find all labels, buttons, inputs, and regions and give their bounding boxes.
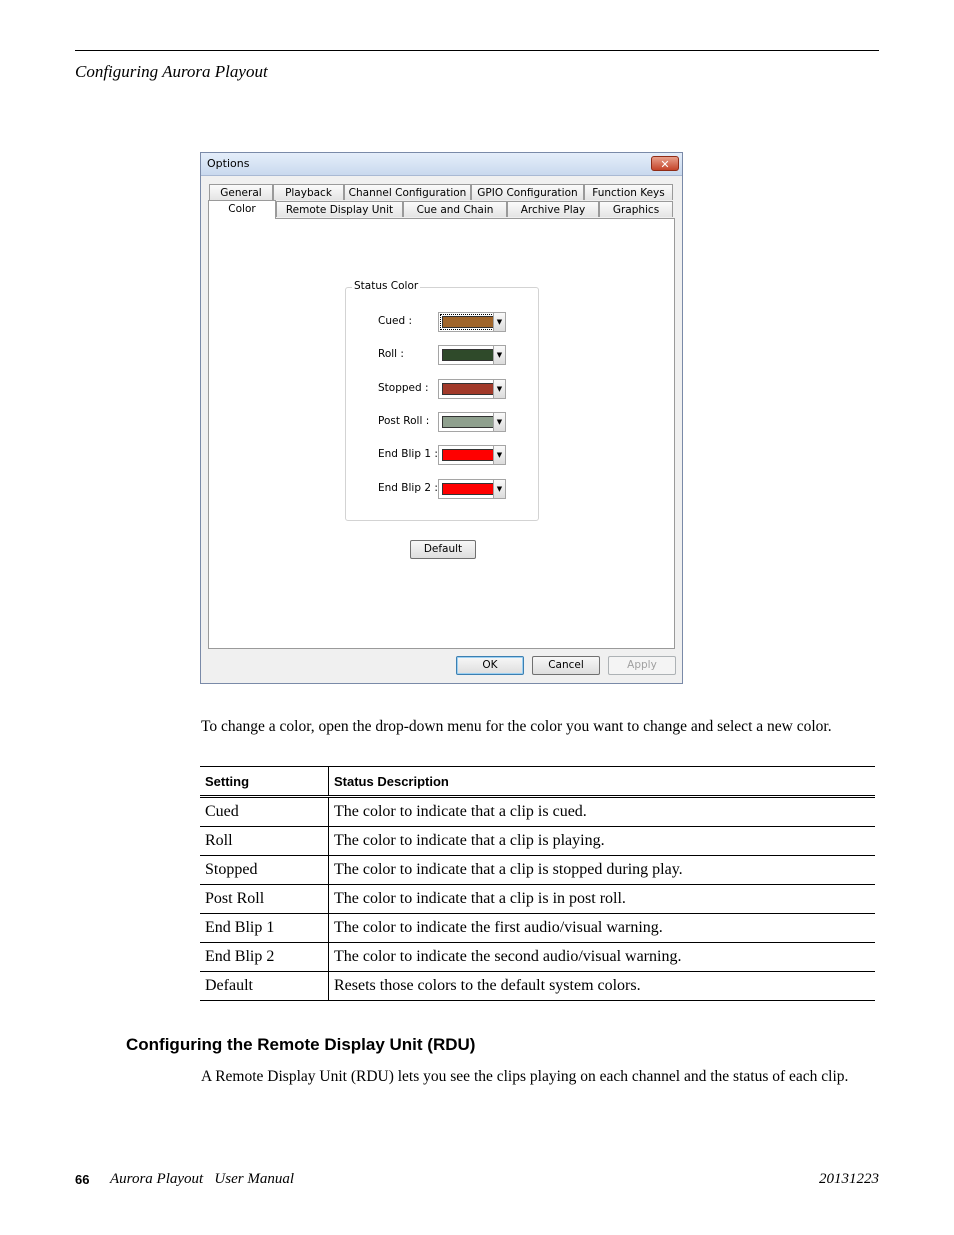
description-cell: Resets those colors to the default system colors.	[329, 972, 876, 1001]
apply-button[interactable]: Apply	[608, 656, 676, 675]
tab-graphics[interactable]: Graphics	[599, 201, 673, 217]
tab-remote-display-unit[interactable]: Remote Display Unit	[276, 201, 403, 217]
description-cell: The color to indicate that a clip is stopped during play.	[329, 856, 876, 885]
close-button[interactable]: ✕	[651, 156, 679, 171]
table-row	[200, 827, 875, 856]
setting-cell: Stopped	[200, 856, 329, 885]
table-row	[200, 914, 875, 943]
tab-gpio-configuration[interactable]: GPIO Configuration	[471, 184, 584, 200]
table-header-row	[200, 767, 875, 797]
cued-label: Cued :	[378, 315, 412, 327]
end-blip-2-label: End Blip 2 :	[378, 482, 438, 494]
setting-cell: Roll	[200, 827, 329, 856]
roll-color-swatch	[442, 349, 494, 361]
description-cell: The color to indicate the second audio/visual warning.	[329, 943, 876, 972]
dialog-title: Options	[207, 157, 250, 170]
header-rule	[75, 50, 879, 51]
end-blip-1-color-swatch	[442, 449, 494, 461]
tab-color[interactable]: Color	[208, 200, 276, 219]
tab-general[interactable]: General	[209, 184, 273, 200]
stopped-color-swatch	[442, 383, 494, 395]
chevron-down-icon[interactable]: ▼	[493, 313, 505, 331]
table-row	[200, 797, 875, 827]
color-tab-panel	[208, 218, 675, 649]
section-header: Configuring Aurora Playout	[75, 62, 268, 81]
tab-cue-and-chain[interactable]: Cue and Chain	[403, 201, 507, 217]
table-row	[200, 943, 875, 972]
description-cell: The color to indicate the first audio/visual warning.	[329, 914, 876, 943]
post-roll-label: Post Roll :	[378, 415, 430, 427]
rdu-heading: Configuring the Remote Display Unit (RDU)	[126, 1035, 476, 1054]
column-header-status-description: Status Description	[329, 767, 876, 797]
chevron-down-icon[interactable]: ▼	[493, 480, 505, 498]
default-button[interactable]: Default	[410, 540, 476, 559]
end-blip-1-color-select[interactable]	[438, 445, 506, 465]
cancel-button[interactable]: Cancel	[532, 656, 600, 675]
dialog-titlebar[interactable]	[201, 153, 682, 176]
tab-archive-play[interactable]: Archive Play	[507, 201, 599, 217]
status-color-table	[200, 766, 875, 1001]
setting-cell: Post Roll	[200, 885, 329, 914]
ok-button[interactable]: OK	[456, 656, 524, 675]
end-blip-2-color-select[interactable]	[438, 479, 506, 499]
end-blip-2-color-swatch	[442, 483, 494, 495]
setting-cell: Default	[200, 972, 329, 1001]
description-cell: The color to indicate that a clip is in post roll.	[329, 885, 876, 914]
rdu-paragraph: A Remote Display Unit (RDU) lets you see the clips playing on each channel and the status of each clip.	[201, 1068, 849, 1085]
end-blip-1-label: End Blip 1 :	[378, 448, 438, 460]
document-date: 20131223	[819, 1171, 879, 1187]
setting-cell: End Blip 1	[200, 914, 329, 943]
description-cell: The color to indicate that a clip is cued.	[329, 797, 876, 827]
focus-ring	[440, 314, 496, 330]
status-color-group	[345, 280, 539, 521]
setting-cell: Cued	[200, 797, 329, 827]
chevron-down-icon[interactable]: ▼	[493, 380, 505, 398]
chevron-down-icon[interactable]: ▼	[493, 413, 505, 431]
cued-color-select[interactable]	[438, 312, 506, 332]
post-roll-color-select[interactable]	[438, 412, 506, 432]
column-header-setting: Setting	[200, 767, 329, 797]
roll-color-select[interactable]	[438, 345, 506, 365]
description-cell: The color to indicate that a clip is playing.	[329, 827, 876, 856]
tab-playback[interactable]: Playback	[273, 184, 344, 200]
manual-title: Aurora Playout User Manual	[110, 1171, 295, 1187]
status-color-group-label: Status Color	[354, 280, 419, 292]
setting-cell: End Blip 2	[200, 943, 329, 972]
stopped-label: Stopped :	[378, 382, 429, 394]
intro-paragraph: To change a color, open the drop-down menu for the color you want to change and select a new color.	[201, 718, 832, 735]
stopped-color-select[interactable]	[438, 379, 506, 399]
chevron-down-icon[interactable]: ▼	[493, 346, 505, 364]
table-row	[200, 856, 875, 885]
chevron-down-icon[interactable]: ▼	[493, 446, 505, 464]
roll-label: Roll :	[378, 348, 404, 360]
tab-function-keys[interactable]: Function Keys	[584, 184, 673, 200]
options-dialog	[200, 152, 683, 684]
table-row	[200, 885, 875, 914]
page-number: 66	[75, 1172, 90, 1187]
tab-channel-configuration[interactable]: Channel Configuration	[344, 184, 471, 200]
post-roll-color-swatch	[442, 416, 494, 428]
table-row	[200, 972, 875, 1001]
